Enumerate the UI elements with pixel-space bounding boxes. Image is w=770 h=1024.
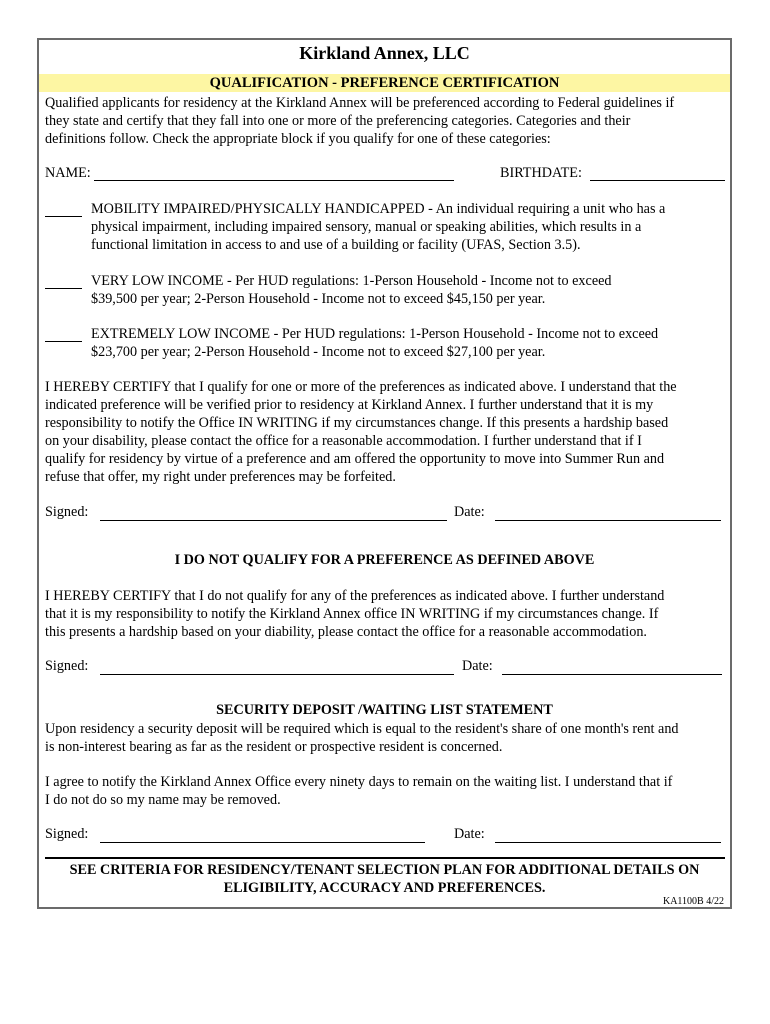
signed-label: Signed:: [45, 658, 89, 674]
certification-form: [37, 38, 732, 909]
footer-line: SEE CRITERIA FOR RESIDENCY/TENANT SELECTION PLAN FOR ADDITIONAL DETAILS ON: [69, 862, 700, 878]
date-label: Date:: [454, 504, 485, 520]
footer-line: ELIGIBILITY, ACCURACY AND PREFERENCES.: [223, 880, 546, 896]
certify-not-qualify-paragraph: [45, 587, 664, 641]
signed-label: Signed:: [45, 504, 89, 520]
category-line: $39,500 per year; 2-Person Household - Income not to exceed $45,150 per year.: [91, 291, 546, 307]
paragraph-line: I HEREBY CERTIFY that I qualify for one or more of the preferences as indicated above. I understand that the: [45, 379, 677, 395]
name-label: NAME:: [45, 165, 91, 181]
section-title: QUALIFICATION - PREFERENCE CERTIFICATION: [39, 74, 730, 92]
paragraph-line: this presents a hardship based on your diability, please contact the office for a reasonable accommodation.: [45, 624, 647, 640]
paragraph-line: I do not do so my name may be removed.: [45, 792, 281, 808]
paragraph-line: responsibility to notify the Office IN WRITING if my circumstances change. If this presents a hardship based: [45, 415, 669, 431]
date-label: Date:: [462, 658, 493, 674]
waiting-list-date-field[interactable]: [495, 842, 721, 843]
date-label: Date:: [454, 826, 485, 842]
paragraph-line: I agree to notify the Kirkland Annex Office every ninety days to remain on the waiting list. I understand that if: [45, 774, 673, 790]
extremely-low-income-checkbox[interactable]: [45, 341, 82, 342]
category-mobility-impaired: [91, 200, 665, 254]
category-extremely-low-income: [91, 325, 658, 361]
paragraph-line: refuse that offer, my right under preferences may be forfeited.: [45, 469, 396, 485]
intro-paragraph: [45, 94, 674, 148]
footer-note: [39, 861, 730, 897]
birthdate-field[interactable]: [590, 180, 725, 181]
footer-divider: [45, 857, 725, 859]
paragraph-line: qualify for residency by virtue of a preference and am offered the opportunity to move into Summer Run and: [45, 451, 665, 467]
category-very-low-income: [91, 272, 612, 308]
very-low-income-checkbox[interactable]: [45, 288, 82, 289]
category-line: VERY LOW INCOME - Per HUD regulations: 1-Person Household - Income not to exceed: [91, 273, 612, 289]
not-qualify-signature-field[interactable]: [100, 674, 454, 675]
not-qualify-heading: I DO NOT QUALIFY FOR A PREFERENCE AS DEFINED ABOVE: [174, 552, 595, 568]
deposit-paragraph: [45, 720, 679, 756]
category-line: $23,700 per year; 2-Person Household - Income not to exceed $27,100 per year.: [91, 344, 546, 360]
deposit-heading: SECURITY DEPOSIT /WAITING LIST STATEMENT: [216, 702, 553, 718]
form-code: KA1100B 4/22: [662, 896, 724, 907]
paragraph-line: is non-interest bearing as far as the resident or prospective resident is concerned.: [45, 739, 503, 755]
paragraph-line: that it is my responsibility to notify the Kirkland Annex office IN WRITING if my circumstances change. If: [45, 606, 659, 622]
intro-line: they state and certify that they fall into one or more of the preferencing categories. Categories and their: [45, 113, 631, 129]
paragraph-line: Upon residency a security deposit will be required which is equal to the resident's share of one month's rent and: [45, 721, 679, 737]
waiting-list-paragraph: [45, 773, 672, 809]
intro-line: definitions follow. Check the appropriate block if you qualify for one of these categories:: [45, 131, 551, 147]
name-field[interactable]: [94, 180, 454, 181]
mobility-impaired-checkbox[interactable]: [45, 216, 82, 217]
form-title: Kirkland Annex, LLC: [299, 43, 470, 63]
category-line: EXTREMELY LOW INCOME - Per HUD regulations: 1-Person Household - Income not to exceed: [91, 326, 659, 342]
qualify-date-field[interactable]: [495, 520, 721, 521]
paragraph-line: I HEREBY CERTIFY that I do not qualify for any of the preferences as indicated above. I further understand: [45, 588, 665, 604]
not-qualify-date-field[interactable]: [502, 674, 722, 675]
qualify-signature-field[interactable]: [100, 520, 447, 521]
paragraph-line: indicated preference will be verified prior to residency at Kirkland Annex. I further understand that it is my: [45, 397, 654, 413]
signed-label: Signed:: [45, 826, 89, 842]
category-line: physical impairment, including impaired sensory, manual or speaking abilities, which results in a: [91, 219, 642, 235]
intro-line: Qualified applicants for residency at the Kirkland Annex will be preferenced according to Federal guidelines if: [45, 95, 675, 111]
birthdate-label: BIRTHDATE:: [500, 165, 582, 181]
category-line: MOBILITY IMPAIRED/PHYSICALLY HANDICAPPED - An individual requiring a unit who has a: [91, 201, 666, 217]
waiting-list-signature-field[interactable]: [100, 842, 425, 843]
category-line: functional limitation in access to and use of a building or facility (UFAS, Section 3.5).: [91, 237, 581, 253]
certify-qualify-paragraph: [45, 378, 677, 486]
paragraph-line: on your disability, please contact the office for a reasonable accommodation. I further understand that if I: [45, 433, 642, 449]
